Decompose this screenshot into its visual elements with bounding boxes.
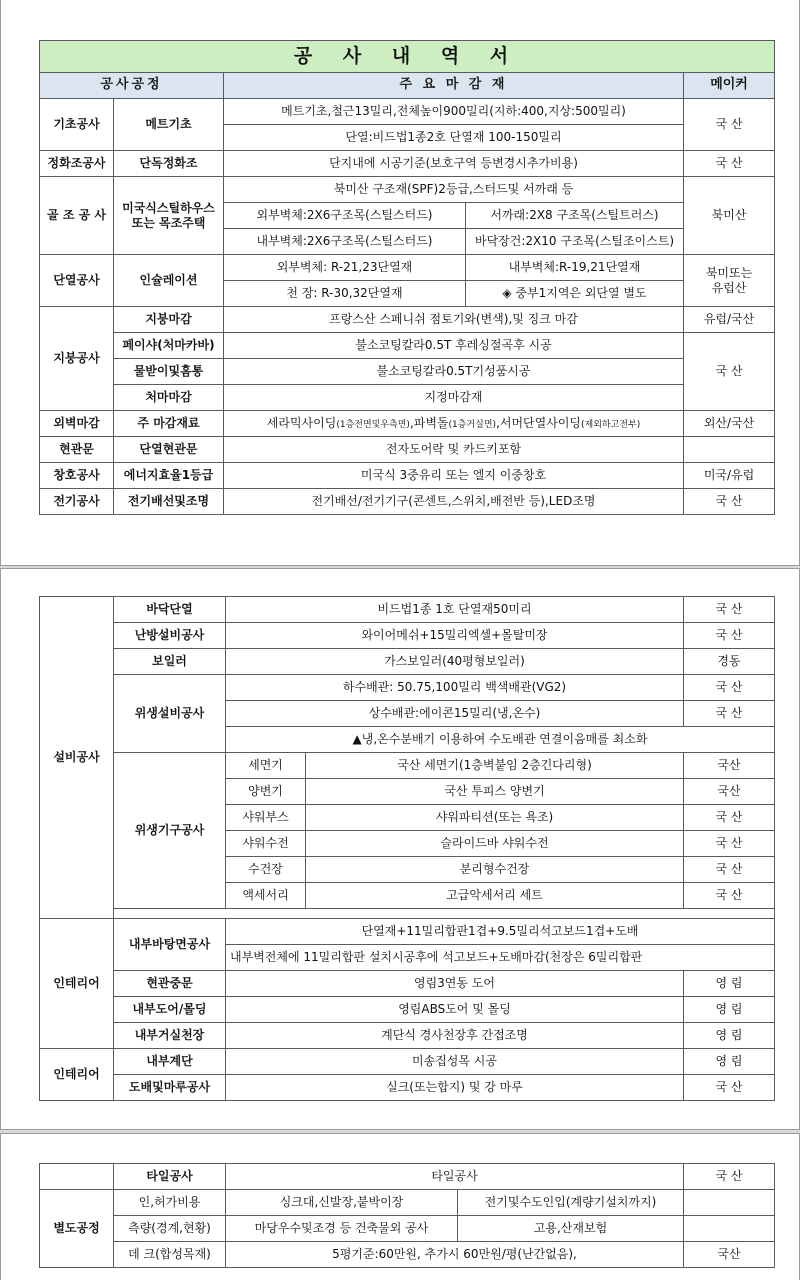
plumbing-note: ▲냉,온수분배기 이용하여 수도배관 연결이음매를 최소화 [226, 727, 775, 753]
material-cell: 영림3연동 도어 [226, 971, 684, 997]
sub-floor-insulation: 바닥단열 [114, 597, 226, 623]
material-cell: 5평기준:60만원, 추가시 60만원/평(난간없음), [226, 1242, 684, 1268]
sub-entry-door: 현관중문 [114, 971, 226, 997]
maker-cell: 국 산 [684, 597, 775, 623]
category-entrance: 현관문 [40, 437, 114, 463]
sub-roof-finish: 지붕마감 [114, 307, 224, 333]
category-interior-2: 인테리어 [40, 1049, 114, 1101]
sub-eaves: 처마마감 [114, 385, 224, 411]
material-cell: 지정마감재 [224, 385, 684, 411]
material-cell: 상수배관:에이콘15밀리(냉,온수) [226, 701, 684, 727]
maker-cell: 외산/국산 [684, 411, 775, 437]
material-cell: 천 장: R-30,32단열재 [224, 281, 466, 307]
material-cell: 슬라이드바 샤워수전 [306, 831, 684, 857]
maker-cell: 국 산 [684, 805, 775, 831]
fixture-item: 양변기 [226, 779, 306, 805]
material-cell: 고급악세서리 세트 [306, 883, 684, 909]
sub-entrance: 단열현관문 [114, 437, 224, 463]
material-cell: 계단식 경사천장후 간접조명 [226, 1023, 684, 1049]
maker-cell: 영 림 [684, 971, 775, 997]
maker-cell [684, 1216, 775, 1242]
sub-insulation: 인슐레이션 [114, 255, 224, 307]
fixture-item: 액세서리 [226, 883, 306, 909]
category-separate: 별도공정 [40, 1190, 114, 1268]
category-insulation: 단열공사 [40, 255, 114, 307]
sub-mat-foundation: 메트기초 [114, 99, 224, 151]
maker-cell: 국 산 [684, 151, 775, 177]
sub-tile: 타일공사 [114, 1164, 226, 1190]
construction-table-2 [39, 596, 775, 1101]
category-window: 창호공사 [40, 463, 114, 489]
maker-line: 유럽산 [711, 280, 747, 295]
sub-electric: 전기배선및조명 [114, 489, 224, 515]
category-equipment: 설비공사 [40, 597, 114, 919]
page-1 [0, 0, 800, 566]
maker-cell: 북미산 [684, 177, 775, 255]
material-text: ,파벽돌 [409, 415, 449, 430]
category-roof: 지붕공사 [40, 307, 114, 411]
maker-cell: 경동 [684, 649, 775, 675]
material-cell: 내부벽전체에 11밀리합판 설치시공후에 석고보드+도배마감(천장은 6밀리합판 [226, 945, 775, 971]
material-cell: 외부벽체:2X6구조목(스틸스터드) [224, 203, 466, 229]
maker-cell: 국 산 [684, 675, 775, 701]
construction-table-1 [39, 40, 775, 515]
material-cell: 단지내에 시공기준(보호구역 등변경시추가비용) [224, 151, 684, 177]
sub-exterior: 주 마감재료 [114, 411, 224, 437]
material-cell: 북미산 구조재(SPF)2등급,스터드및 서까래 등 [224, 177, 684, 203]
sub-living-ceiling: 내부거실천장 [114, 1023, 226, 1049]
material-note: (제외하고전부) [581, 419, 641, 430]
sub-permit: 인,허가비용 [114, 1190, 226, 1216]
material-cell: 외부벽체: R-21,23단열재 [224, 255, 466, 281]
maker-cell: 유럽/국산 [684, 307, 775, 333]
maker-cell: 국 산 [684, 831, 775, 857]
material-cell: 와이어메쉬+15밀리엑셀+몰탈미장 [226, 623, 684, 649]
material-text: ,서머단열사이딩 [496, 415, 582, 430]
material-note: (1층거실면) [448, 419, 497, 430]
maker-cell: 국 산 [684, 333, 775, 411]
header-process: 공사공정 [40, 73, 224, 99]
material-note: ◈ 중부1지역은 외단열 별도 [466, 281, 684, 307]
sub-fixtures: 위생기구공사 [114, 753, 226, 909]
material-cell: 바닥장건:2X10 구조목(스틸조이스트) [466, 229, 684, 255]
material-cell: 미송집성목 시공 [226, 1049, 684, 1075]
maker-cell [684, 255, 775, 307]
spacer-row [114, 909, 775, 919]
sub-deck: 데 크(합성목재) [114, 1242, 226, 1268]
material-cell: 타일공사 [226, 1164, 684, 1190]
material-cell: 실크(또는합지) 및 강 마루 [226, 1075, 684, 1101]
material-cell: 서까래:2X8 구조목(스틸트러스) [466, 203, 684, 229]
maker-cell: 국 산 [684, 701, 775, 727]
sub-frame [114, 177, 224, 255]
material-cell: 분리형수건장 [306, 857, 684, 883]
sub-heating: 난방설비공사 [114, 623, 226, 649]
material-cell: 메트기초,철근13밀리,전체높이900밀리(지하:400,지상:500밀리) [224, 99, 684, 125]
material-cell: 가스보일러(40평형보일러) [226, 649, 684, 675]
category-interior: 인테리어 [40, 919, 114, 1049]
maker-line: 북미또는 [705, 265, 753, 280]
material-cell: 고용,산재보험 [458, 1216, 684, 1242]
maker-cell: 국 산 [684, 857, 775, 883]
maker-cell: 국 산 [684, 1075, 775, 1101]
maker-cell: 국 산 [684, 99, 775, 151]
material-cell: 불소코팅칼라0.5T기성품시공 [224, 359, 684, 385]
material-cell: 전기배선/전기기구(콘센트,스위치,배전반 등),LED조명 [224, 489, 684, 515]
sub-wallpaper-floor: 도배및마루공사 [114, 1075, 226, 1101]
sub-boiler: 보일러 [114, 649, 226, 675]
sub-survey: 측량(경계,현황) [114, 1216, 226, 1242]
material-cell: 전자도어락 및 카드키포함 [224, 437, 684, 463]
fixture-item: 샤워수전 [226, 831, 306, 857]
material-note: (1층전면및우측면) [336, 419, 410, 430]
maker-cell [684, 437, 775, 463]
material-cell: 마당우수및조경 등 건축물외 공사 [226, 1216, 458, 1242]
fixture-item: 수건장 [226, 857, 306, 883]
maker-cell: 국 산 [684, 623, 775, 649]
material-text: 세라믹사이딩 [266, 415, 337, 430]
maker-cell: 영 림 [684, 997, 775, 1023]
sub-gutter: 물받이및홈통 [114, 359, 224, 385]
category-frame: 골 조 공 사 [40, 177, 114, 255]
material-cell: 단열재+11밀리합판1겹+9.5밀리석고보드1겹+도배 [226, 919, 775, 945]
document-title: 공 사 내 역 서 [40, 41, 775, 73]
sub-window: 에너지효율1등급 [114, 463, 224, 489]
material-cell: 국산 세면기(1층벽붙임 2층긴다리형) [306, 753, 684, 779]
material-cell: 영림ABS도어 및 몰딩 [226, 997, 684, 1023]
sub-frame-line2: 또는 목조주택 [131, 215, 206, 230]
material-cell: 불소코팅칼라0.5T 후레싱절곡후 시공 [224, 333, 684, 359]
maker-cell: 미국/유럽 [684, 463, 775, 489]
material-cell: 내부벽체:R-19,21단열재 [466, 255, 684, 281]
sub-interior-finish: 내부바탕면공사 [114, 919, 226, 971]
maker-cell: 영 림 [684, 1049, 775, 1075]
maker-cell: 국산 [684, 753, 775, 779]
sub-septic: 단독정화조 [114, 151, 224, 177]
category-septic: 정화조공사 [40, 151, 114, 177]
material-cell: 비드법1종 1호 단열재50미리 [226, 597, 684, 623]
fixture-item: 세면기 [226, 753, 306, 779]
material-cell: 미국식 3중유리 또는 엘지 이중창호 [224, 463, 684, 489]
material-cell [224, 411, 684, 437]
maker-cell: 국 산 [684, 1164, 775, 1190]
sub-interior-door: 내부도어/몰딩 [114, 997, 226, 1023]
material-cell: 프랑스산 스페니쉬 점토기와(변색),및 징크 마감 [224, 307, 684, 333]
maker-cell: 국 산 [684, 883, 775, 909]
sub-frame-line1: 미국식스틸하우스 [122, 200, 215, 215]
maker-cell [684, 1190, 775, 1216]
sub-plumbing: 위생설비공사 [114, 675, 226, 753]
category-foundation: 기초공사 [40, 99, 114, 151]
maker-cell: 국산 [684, 779, 775, 805]
material-cell: 단열:비드법1종2호 단열재 100-150밀리 [224, 125, 684, 151]
fixture-item: 샤워부스 [226, 805, 306, 831]
maker-cell: 국산 [684, 1242, 775, 1268]
material-cell: 국산 투피스 양변기 [306, 779, 684, 805]
sub-fascia: 페이샤(처마카바) [114, 333, 224, 359]
material-cell: 하수배관: 50.75,100밀리 백색배관(VG2) [226, 675, 684, 701]
empty-cell [40, 1164, 114, 1190]
page-3 [0, 1133, 800, 1280]
construction-table-3 [39, 1163, 775, 1268]
category-exterior: 외벽마감 [40, 411, 114, 437]
sub-stairs: 내부계단 [114, 1049, 226, 1075]
header-maker: 메이커 [684, 73, 775, 99]
maker-cell: 영 림 [684, 1023, 775, 1049]
material-cell: 샤워파티션(또는 욕조) [306, 805, 684, 831]
header-materials: 주 요 마 감 재 [224, 73, 684, 99]
category-electric: 전기공사 [40, 489, 114, 515]
maker-cell: 국 산 [684, 489, 775, 515]
page-2 [0, 568, 800, 1130]
material-cell: 전기및수도인입(계량기설치까지) [458, 1190, 684, 1216]
material-cell: 내부벽체:2X6구조목(스틸스터드) [224, 229, 466, 255]
material-cell: 싱크대,신발장,붙박이장 [226, 1190, 458, 1216]
